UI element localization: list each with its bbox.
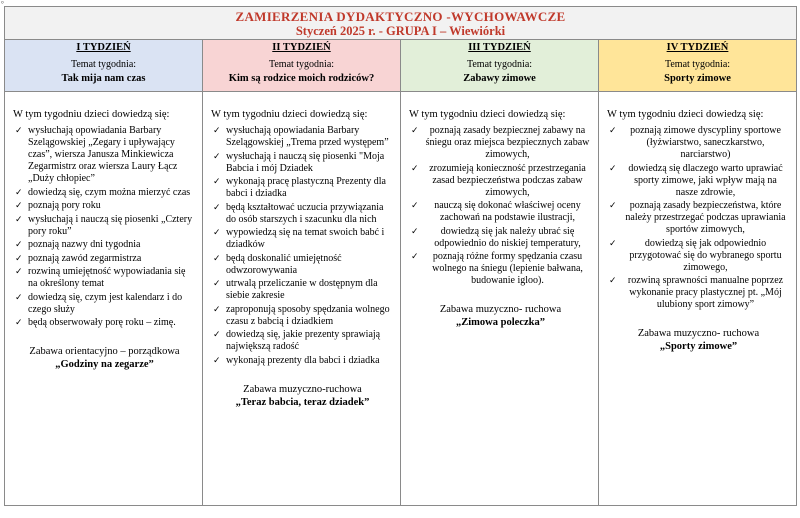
check-mark-icon: ✓	[213, 126, 221, 136]
list-item	[211, 253, 394, 277]
check-mark-icon: ✓	[609, 201, 617, 211]
check-mark-icon: ✓	[411, 126, 419, 136]
list-item	[211, 176, 394, 200]
check-mark-icon: ✓	[213, 151, 221, 162]
list-item-text: rozwiną sprawności manualne poprzez wykonanie pracy plastycznej pt. „Mój ulubiony sport zimowy”	[627, 275, 784, 310]
check-mark-icon: ✓	[213, 355, 221, 366]
list-item	[607, 163, 790, 199]
check-mark-icon: ✓	[411, 201, 419, 211]
list-item	[13, 125, 196, 185]
list-item-text: dowiedzą się, jakie prezenty sprawiają największą radość	[226, 329, 381, 352]
list-item-text: wykonają pracę plastyczną Prezenty dla babci i dziadka	[226, 176, 386, 199]
list-item-text: będą obserwowały porę roku – zimę.	[28, 317, 176, 328]
check-mark-icon: ✓	[411, 252, 419, 262]
week-3-item-list	[409, 125, 592, 287]
list-item-text: wysłuchają opowiadania Barbary Szelągowskiej „Zegary i upływający czas”, wiersza Janusza Minkiewicza Zegarmistrz oraz wiersza Laury Łącz „Duży chłopiec”	[28, 125, 178, 184]
list-item-text: nauczą się dokonać właściwej oceny zachowań na podstawie ilustracji,	[434, 200, 581, 223]
list-item-text: dowiedzą się, czym jest kalendarz i do czego służy	[28, 291, 183, 315]
week-3-game-name: „Zimowa poleczka”	[456, 317, 545, 328]
list-item	[211, 304, 394, 328]
week-1-header	[5, 40, 203, 92]
list-item	[13, 214, 196, 238]
week-1-content	[5, 92, 203, 506]
check-mark-icon: ✓	[213, 253, 221, 264]
list-item-text: będą doskonalić umiejętność odwzorowywania	[226, 252, 342, 276]
week-1-intro: W tym tygodniu dzieci dowiedzą się:	[13, 109, 170, 120]
list-item-text: wypowiedzą się na temat swoich babć i dziadków	[226, 227, 385, 250]
week-2-topic: Kim są rodzice moich rodziców?	[228, 73, 375, 84]
list-item-text: dowiedzą się dlaczego warto uprawiać sporty zimowe, jaki wpływ mają na nasze zdrowie,	[628, 162, 783, 198]
week-1-game-name: „Godziny na zegarze”	[55, 359, 154, 370]
week-4-header	[599, 40, 797, 92]
week-2-content	[203, 92, 401, 506]
check-mark-icon: ✓	[609, 126, 617, 136]
week-2-game-label: Zabawa muzyczno-ruchowa	[243, 383, 362, 395]
list-item-text: poznają zawód zegarmistrza	[28, 252, 142, 264]
week-1-topic: Tak mija nam czas	[61, 73, 146, 84]
list-item	[409, 226, 592, 250]
week-4-item-list	[607, 125, 790, 311]
check-mark-icon: ✓	[15, 126, 23, 136]
week-3-game-label: Zabawa muzyczno- ruchowa	[439, 304, 562, 315]
list-item	[13, 266, 196, 290]
list-item	[13, 187, 196, 199]
list-item-text: wysłuchają i nauczą się piosenki "Moja Babcia i mój Dziadek	[226, 150, 385, 174]
plan-table	[4, 6, 797, 506]
list-item-text: zaproponują sposoby spędzania wolnego czasu z babcią i dziadkiem	[226, 303, 390, 327]
check-mark-icon: ✓	[15, 240, 23, 250]
list-item	[409, 251, 592, 287]
list-item-text: wykonają prezenty dla babci i dziadka	[226, 354, 380, 366]
week-1-game	[13, 345, 196, 371]
check-mark-icon: ✓	[15, 292, 23, 303]
check-mark-icon: ✓	[15, 201, 23, 211]
list-item	[13, 239, 196, 251]
check-mark-icon: ✓	[213, 304, 221, 315]
list-item	[13, 317, 196, 329]
list-item	[409, 163, 592, 199]
check-mark-icon: ✓	[609, 276, 617, 286]
list-item-text: poznają pory roku	[28, 200, 101, 211]
document-subtitle: Styczeń 2025 r. - GRUPA I – Wiewiórki	[295, 24, 506, 38]
list-item	[607, 125, 790, 161]
week-4-game-name: „Sporty zimowe”	[659, 341, 738, 352]
week-3-header	[401, 40, 599, 92]
check-mark-icon: ✓	[213, 202, 221, 213]
list-item	[409, 125, 592, 161]
week-4-content	[599, 92, 797, 506]
document-title: ZAMIERZENIA DYDAKTYCZNO -WYCHOWAWCZE	[235, 9, 566, 24]
list-item-text: poznają zasady bezpieczeństwa, które należy przestrzegać podczas uprawiania sportów zimowych,	[625, 200, 786, 235]
week-2-name: II TYDZIEŃ	[272, 42, 331, 53]
check-mark-icon: ✓	[15, 267, 23, 277]
list-item-text: poznają zimowe dyscypliny sportowe (łyżwiarstwo, saneczkarstwo, narciarstwo)	[630, 125, 781, 160]
list-item	[211, 278, 394, 302]
list-item	[211, 329, 394, 353]
check-mark-icon: ✓	[15, 214, 23, 225]
week-3-content	[401, 92, 599, 506]
document-page	[2, 2, 798, 514]
week-3-name: III TYDZIEŃ	[468, 42, 531, 53]
list-item-text: zrozumieją konieczność przestrzegania zasad bezpieczeństwa podczas zabaw zimowych,	[429, 162, 586, 198]
list-item	[607, 238, 790, 274]
check-mark-icon: ✓	[411, 226, 419, 237]
list-item-text: wysłuchają opowiadania Barbary Szelągowskiej „Trema przed występem”	[226, 125, 389, 148]
week-1-game-label: Zabawa orientacyjno – porządkowa	[29, 346, 180, 357]
list-item-text: poznają nazwy dni tygodnia	[28, 239, 141, 250]
week-2-item-list	[211, 125, 394, 367]
check-mark-icon: ✓	[15, 318, 23, 328]
week-1-topic-label: Temat tygodnia:	[70, 59, 137, 70]
check-mark-icon: ✓	[15, 187, 23, 198]
list-item-text: poznają zasady bezpiecznej zabawy na śniegu oraz miejsca bezpiecznych zabaw zimowych,	[425, 125, 590, 160]
week-4-game-label: Zabawa muzyczno- ruchowa	[637, 328, 760, 339]
list-item	[211, 151, 394, 175]
week-1-name: I TYDZIEŃ	[76, 42, 131, 53]
check-mark-icon: ✓	[609, 163, 617, 174]
title-cell	[5, 7, 797, 40]
list-item	[13, 200, 196, 212]
list-item	[13, 253, 196, 265]
list-item-text: będą kształtować uczucia przywiązania do osób starszych i szacunku dla nich	[226, 201, 384, 225]
week-3-intro: W tym tygodniu dzieci dowiedzą się:	[409, 109, 566, 120]
week-3-topic: Zabawy zimowe	[463, 73, 536, 84]
list-item-text: utrwalą przeliczanie w dostępnym dla siebie zakresie	[226, 278, 378, 301]
check-mark-icon: ✓	[411, 163, 419, 174]
week-4-topic: Sporty zimowe	[664, 73, 731, 84]
week-4-name: IV TYDZIEŃ	[666, 42, 729, 53]
check-mark-icon: ✓	[213, 228, 221, 238]
check-mark-icon: ✓	[213, 279, 221, 289]
list-item	[211, 202, 394, 226]
list-item	[607, 200, 790, 236]
list-item-text: poznają różne formy spędzania czasu wolnego na śniegu (lepienie bałwana, budowanie igloo).	[432, 251, 583, 286]
list-item-text: dowiedzą się jak należy ubrać się odpowiednio do niskiej temperatury,	[434, 225, 581, 249]
list-item-text: wysłuchają i nauczą się piosenki „Cztery pory roku”	[28, 213, 193, 237]
list-item	[409, 200, 592, 224]
list-item-text: dowiedzą się jak odpowiednio przygotować się do wybranego sportu zimowego,	[629, 237, 782, 273]
list-item	[211, 355, 394, 367]
list-item-text: rozwiną umiejętność wypowiadania się na określony temat	[28, 266, 186, 289]
check-mark-icon: ✓	[15, 253, 23, 264]
week-2-game-name: „Teraz babcia, teraz dziadek”	[235, 396, 370, 408]
week-3-game	[409, 303, 592, 329]
week-4-topic-label: Temat tygodnia:	[664, 59, 731, 70]
week-2-topic-label: Temat tygodnia:	[268, 59, 335, 70]
week-2-intro: W tym tygodniu dzieci dowiedzą się:	[211, 109, 368, 120]
list-item	[211, 125, 394, 149]
check-mark-icon: ✓	[213, 330, 221, 340]
week-4-intro: W tym tygodniu dzieci dowiedzą się:	[607, 109, 764, 120]
week-4-game	[607, 327, 790, 353]
week-2-header	[203, 40, 401, 92]
week-1-item-list	[13, 125, 196, 329]
check-mark-icon: ✓	[609, 238, 617, 249]
check-mark-icon: ✓	[213, 177, 221, 187]
list-item-text: dowiedzą się, czym można mierzyć czas	[28, 186, 191, 198]
list-item	[607, 275, 790, 311]
list-item	[13, 292, 196, 316]
list-item	[211, 227, 394, 251]
week-2-game	[211, 383, 394, 409]
corner-mark: °	[1, 0, 4, 8]
week-3-topic-label: Temat tygodnia:	[466, 59, 533, 70]
